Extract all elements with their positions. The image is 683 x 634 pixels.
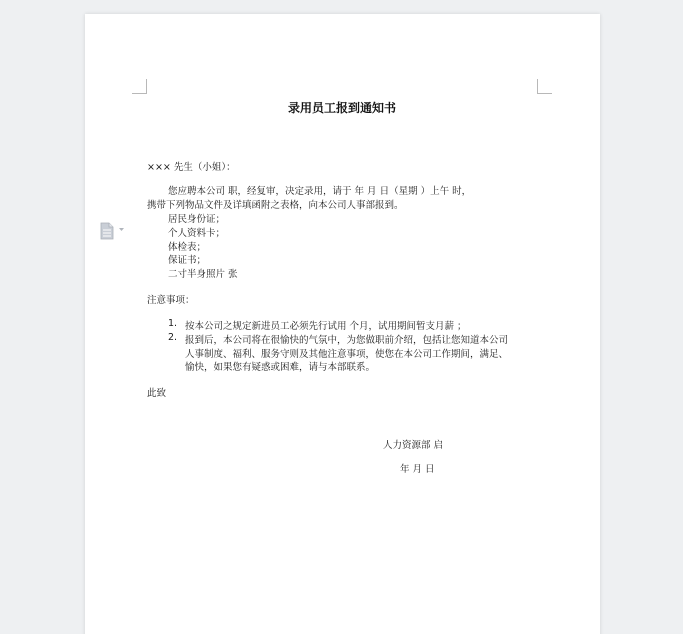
intro-line-2: 携带下列物品文件及详填函附之表格，向本公司人事部报到。 <box>147 200 404 211</box>
document-icon <box>100 222 130 240</box>
margin-corner-top-right <box>537 79 552 94</box>
list-item: 保证书； <box>168 255 207 266</box>
margin-corner-top-left <box>132 79 147 94</box>
note-number: 2. <box>168 332 178 343</box>
note-text: 人事制度、福利、服务守则及其他注意事项，使您在本公司工作期间，满足、 <box>185 349 509 360</box>
chevron-down-icon <box>119 228 124 231</box>
document-title: 录用员工报到通知书 <box>288 101 397 115</box>
date-line: 年 月 日 <box>400 464 435 475</box>
list-item: 个人资料卡； <box>168 228 226 239</box>
list-item: 居民身份证； <box>168 214 226 225</box>
closing: 此致 <box>147 388 167 399</box>
salutation: ××× 先生（小姐）： <box>147 162 236 173</box>
list-item: 二寸半身照片 张 <box>168 269 238 280</box>
signature: 人力资源部 启 <box>383 440 444 451</box>
note-number: 1. <box>168 318 178 329</box>
paragraph-tool-button[interactable] <box>100 222 130 240</box>
note-text: 报到后，本公司将在很愉快的气氛中，为您做职前介绍，包括让您知道本公司 <box>185 335 509 346</box>
note-text: 愉快，如果您有疑惑或困难，请与本部联系。 <box>185 362 376 373</box>
intro-line-1: 您应聘本公司 职，经复审，决定录用，请于 年 月 日（星期 ）上午 时， <box>168 186 472 197</box>
notes-heading: 注意事项： <box>147 295 195 306</box>
note-text: 按本公司之规定新进员工必须先行试用 个月，试用期间暂支月薪 ； <box>185 321 467 332</box>
list-item: 体检表； <box>168 242 207 253</box>
